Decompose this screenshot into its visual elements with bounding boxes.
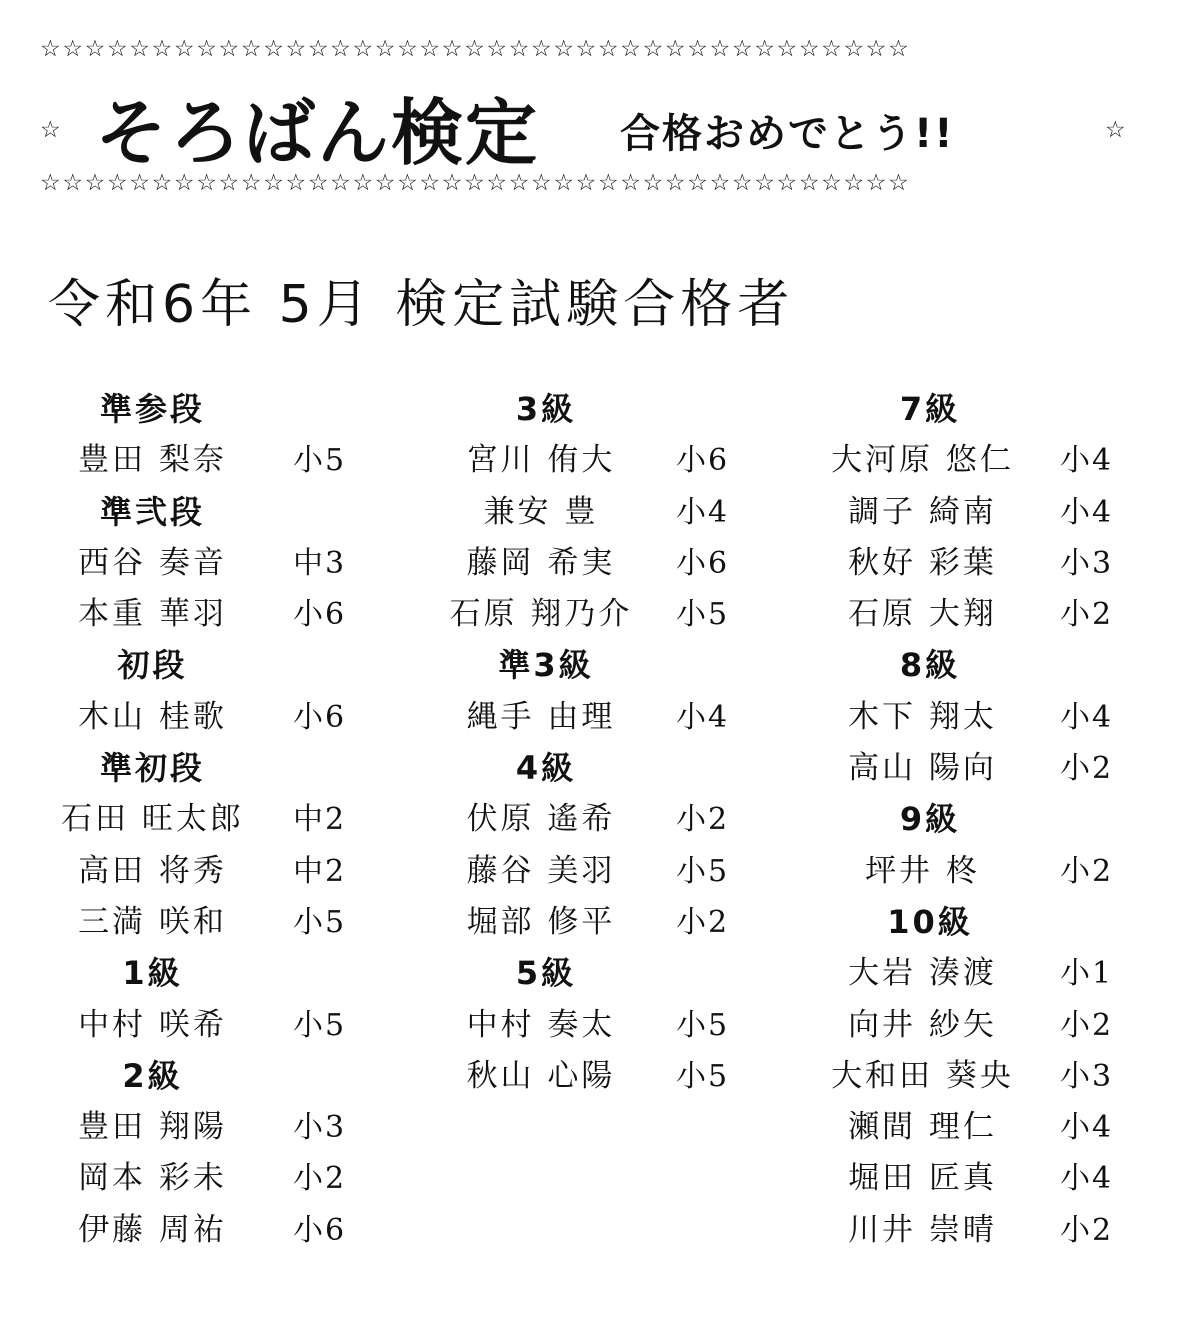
stars-border-top: ☆☆☆☆☆☆☆☆☆☆☆☆☆☆☆☆☆☆☆☆☆☆☆☆☆☆☆☆☆☆☆☆☆☆☆☆☆☆☆ [40, 36, 911, 62]
passer-school-year: 小3 [293, 1110, 347, 1146]
column-2 [430, 384, 740, 1102]
passer-row [430, 846, 740, 897]
passer-row [45, 1153, 355, 1204]
passer-name: 大和田 葵央 [831, 1057, 1014, 1094]
passer-school-year: 小2 [676, 802, 730, 838]
passer-row [45, 897, 355, 948]
passer-name: 中村 奏太 [466, 1006, 616, 1043]
passer-school-year: 小4 [1060, 699, 1114, 735]
passer-row [430, 1051, 740, 1102]
passer-name: 向井 紗矢 [848, 1006, 997, 1043]
passer-name: 本重 華羽 [78, 596, 227, 633]
passer-school-year: 小5 [293, 1007, 347, 1043]
passer-school-year: 小5 [676, 853, 730, 889]
passer-school-year: 小4 [1060, 494, 1114, 530]
passer-name: 石原 翔乃介 [449, 596, 633, 633]
grade-heading-row [45, 384, 355, 435]
passer-row [815, 1051, 1125, 1102]
passer-name: 縄手 由理 [466, 698, 616, 735]
column-3 [815, 384, 1125, 1256]
passer-name: 石原 大翔 [848, 596, 997, 633]
passer-name: 高田 将秀 [78, 852, 227, 889]
passer-school-year: 小2 [1060, 853, 1114, 889]
passer-name: 秋好 彩葉 [848, 544, 997, 581]
passer-school-year: 小2 [1060, 751, 1114, 787]
passer-school-year: 小4 [1060, 1161, 1114, 1197]
passer-name: 伏原 遙希 [466, 801, 616, 838]
grade-heading-row [815, 794, 1125, 845]
passer-school-year: 小4 [1060, 443, 1114, 479]
banner-title: そろばん検定 [95, 91, 540, 175]
passer-row [430, 692, 740, 743]
grade-heading: 準初段 [99, 749, 205, 788]
passer-school-year: 小2 [676, 904, 730, 940]
passer-name: 大河原 悠仁 [831, 442, 1014, 479]
grade-heading-row [430, 640, 740, 691]
passer-school-year: 小2 [1060, 1007, 1114, 1043]
passer-name: 西谷 奏音 [78, 544, 227, 581]
grade-heading: 2級 [122, 1056, 183, 1095]
grade-heading-row [45, 743, 355, 794]
passer-school-year: 中2 [293, 853, 347, 889]
passer-row [815, 1153, 1125, 1204]
passer-school-year: 小4 [676, 494, 730, 530]
passer-name: 中村 咲希 [78, 1006, 227, 1043]
passer-name: 石田 旺太郎 [61, 801, 244, 838]
passer-name: 宮川 侑大 [466, 442, 616, 479]
passer-name: 岡本 彩未 [78, 1160, 227, 1197]
passer-school-year: 中3 [293, 545, 347, 581]
passer-row [815, 846, 1125, 897]
grade-heading: 初段 [117, 646, 188, 685]
passer-school-year: 小5 [676, 1058, 730, 1094]
grade-heading: 5級 [515, 954, 577, 993]
passer-name: 藤谷 美羽 [466, 852, 616, 889]
passer-row [815, 1102, 1125, 1153]
passer-school-year: 小5 [676, 1007, 730, 1043]
grade-heading: 9級 [899, 800, 961, 839]
passer-school-year: 小2 [1060, 1212, 1114, 1248]
passer-name: 三満 咲和 [78, 903, 227, 940]
passer-row [430, 435, 740, 486]
grade-heading-row [45, 1051, 355, 1102]
grade-heading-row [815, 897, 1125, 948]
grade-heading-row [45, 640, 355, 691]
passer-row [45, 1000, 355, 1051]
grade-heading-row [45, 948, 355, 999]
passer-school-year: 小4 [1060, 1110, 1114, 1146]
passer-name: 兼安 豊 [483, 493, 599, 530]
passer-school-year: 小6 [293, 597, 347, 633]
grade-heading-row [815, 384, 1125, 435]
passer-row [45, 1205, 355, 1256]
grade-heading: 準3級 [498, 646, 594, 685]
star-right: ☆ [1105, 117, 1126, 143]
passer-row [430, 589, 740, 640]
passer-row [45, 435, 355, 486]
passer-row [430, 487, 740, 538]
grade-heading: 8級 [899, 646, 961, 685]
star-left: ☆ [40, 117, 61, 143]
passer-row [45, 589, 355, 640]
passer-name: 秋山 心陽 [466, 1057, 616, 1094]
passer-school-year: 小6 [676, 545, 730, 581]
passer-row [430, 1000, 740, 1051]
passer-school-year: 小1 [1060, 956, 1114, 992]
passer-name: 藤岡 希実 [466, 544, 616, 581]
passer-name: 瀬間 理仁 [848, 1109, 997, 1146]
passer-row [815, 487, 1125, 538]
grade-heading-row [45, 487, 355, 538]
passer-row [45, 846, 355, 897]
passer-school-year: 小5 [293, 443, 347, 479]
grade-heading-row [430, 948, 740, 999]
grade-heading: 7級 [899, 390, 961, 428]
passer-row [815, 538, 1125, 589]
passer-name: 大岩 湊渡 [848, 955, 997, 992]
grade-heading: 準弐段 [99, 492, 205, 531]
grade-heading: 3級 [515, 390, 577, 428]
grade-heading: 準参段 [99, 390, 205, 428]
passer-name: 堀田 匠真 [848, 1160, 997, 1197]
passer-row [815, 1000, 1125, 1051]
passer-name: 坪井 柊 [865, 852, 980, 889]
passer-row [430, 794, 740, 845]
passer-row [815, 1205, 1125, 1256]
passer-school-year: 小2 [293, 1161, 347, 1197]
grade-heading: 10級 [887, 902, 973, 941]
passer-row [815, 692, 1125, 743]
passer-row [45, 538, 355, 589]
passer-name: 木下 翔太 [848, 698, 997, 735]
page-heading: 令和6年 5月 検定試験合格者 [48, 275, 795, 335]
passer-name: 豊田 梨奈 [78, 442, 227, 479]
passer-name: 調子 綺南 [848, 493, 997, 530]
passer-row [45, 1102, 355, 1153]
passer-name: 伊藤 周祐 [78, 1211, 227, 1248]
passer-school-year: 小5 [676, 597, 730, 633]
passer-school-year: 中2 [293, 802, 347, 838]
passer-name: 堀部 修平 [466, 903, 616, 940]
banner-subtitle: 合格おめでとう!! [620, 111, 955, 157]
passer-row [815, 948, 1125, 999]
grade-heading-row [430, 743, 740, 794]
passer-row [45, 794, 355, 845]
passer-row [430, 897, 740, 948]
grade-heading: 4級 [515, 749, 577, 788]
passer-school-year: 小2 [1060, 597, 1114, 633]
passer-row [815, 435, 1125, 486]
passer-name: 川井 崇晴 [848, 1211, 997, 1248]
passer-school-year: 小5 [293, 904, 347, 940]
grade-heading-row [430, 384, 740, 435]
passer-school-year: 小6 [676, 443, 730, 479]
passer-name: 豊田 翔陽 [78, 1109, 227, 1146]
column-1 [45, 384, 355, 1256]
passer-row [45, 692, 355, 743]
passer-school-year: 小3 [1060, 545, 1114, 581]
passer-school-year: 小4 [676, 699, 730, 735]
grade-heading: 1級 [122, 954, 183, 993]
passer-name: 高山 陽向 [848, 750, 997, 787]
stars-border-bottom: ☆☆☆☆☆☆☆☆☆☆☆☆☆☆☆☆☆☆☆☆☆☆☆☆☆☆☆☆☆☆☆☆☆☆☆☆☆☆☆ [40, 170, 911, 196]
grade-heading-row [815, 640, 1125, 691]
passer-name: 木山 桂歌 [78, 698, 227, 735]
passer-school-year: 小6 [293, 699, 347, 735]
passer-row [815, 743, 1125, 794]
passer-row [815, 589, 1125, 640]
passer-row [430, 538, 740, 589]
passer-school-year: 小3 [1060, 1058, 1114, 1094]
passer-school-year: 小6 [293, 1212, 347, 1248]
